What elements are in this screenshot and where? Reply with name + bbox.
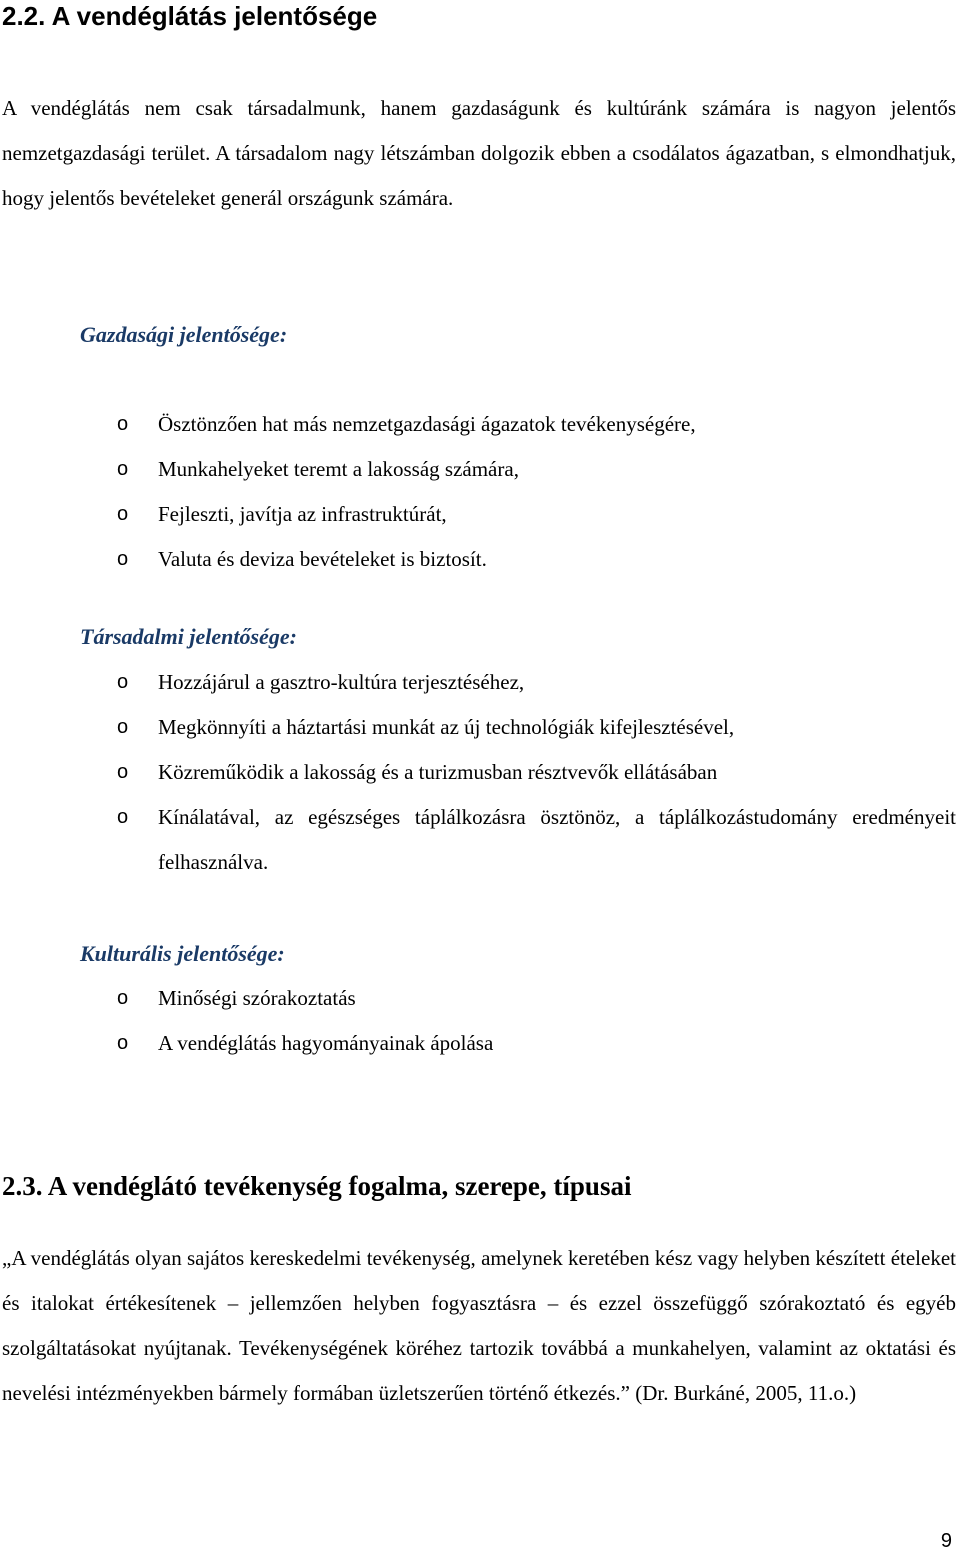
bullet-marker-icon: o xyxy=(117,761,129,783)
bullet-marker-icon: o xyxy=(117,413,129,435)
list-item-text: A vendéglátás hagyományainak ápolása xyxy=(158,1031,494,1055)
bullet-marker-icon: o xyxy=(117,503,129,525)
intro-paragraph: A vendéglátás nem csak társadalmunk, hanem gazdaságunk és kultúránk számára is nagyon jelentős nemzetgazdasági terület. A társadalom nagy létszámban dolgozik ebben a csodálatos ágazatban, s elmondhatjuk, hogy jelentős bevételeket generál országunk számára. xyxy=(2,96,956,210)
definition-quote: „A vendéglátás olyan sajátos kereskedelmi tevékenység, amelynek keretében kész vagy helyben készített ételeket és italokat értékesítenek – jellemzően helyben fogyasztásra – és ezzel összefüggő szórakoztató és egyéb szolgáltatásokat nyújtanak. Tevékenységének köréhez tartozik továbbá a munkahelyen, valamint az oktatási és nevelési intézményekben bármely formában üzletszerűen történő étkezés.” (Dr. Burkáné, 2005, 11.o.) xyxy=(2,1246,956,1405)
list-item-text: Hozzájárul a gasztro-kultúra terjesztéséhez, xyxy=(158,670,525,694)
list-item xyxy=(0,705,956,750)
bullet-marker-icon: o xyxy=(117,458,129,480)
list-item xyxy=(0,976,956,1021)
list-item xyxy=(0,660,956,705)
bullet-marker-icon: o xyxy=(117,548,129,570)
list-tarsadalmi xyxy=(0,660,956,885)
bullet-marker-icon: o xyxy=(117,671,129,693)
subheading-kulturalis: Kulturális jelentősége: xyxy=(80,941,285,966)
section-heading-2-2: 2.2. A vendéglátás jelentősége xyxy=(2,1,378,31)
bullet-marker-icon: o xyxy=(117,716,129,738)
subheading-gazdasagi: Gazdasági jelentősége: xyxy=(80,322,288,347)
list-kulturalis xyxy=(0,976,956,1066)
list-item-text: Minőségi szórakoztatás xyxy=(158,986,356,1010)
bullet-marker-icon: o xyxy=(117,987,129,1009)
list-item xyxy=(0,537,956,582)
list-item-text: Megkönnyíti a háztartási munkát az új technológiák kifejlesztésével, xyxy=(158,715,735,739)
subheading-tarsadalmi: Társadalmi jelentősége: xyxy=(80,624,297,649)
list-item-text: Valuta és deviza bevételeket is biztosít. xyxy=(158,547,487,571)
bullet-marker-icon: o xyxy=(117,1032,129,1054)
list-item-text: Fejleszti, javítja az infrastruktúrát, xyxy=(158,502,447,526)
list-item xyxy=(0,750,956,795)
list-item-text: Közreműködik a lakosság és a turizmusban résztvevők ellátásában xyxy=(158,760,718,784)
list-gazdasagi xyxy=(0,402,956,582)
list-item xyxy=(0,402,956,447)
list-item xyxy=(0,447,956,492)
list-item-text: Munkahelyeket teremt a lakosság számára, xyxy=(158,457,519,481)
page-number: 9 xyxy=(940,1530,952,1552)
list-item xyxy=(0,795,956,885)
list-item-text: Kínálatával, az egészséges táplálkozásra ösztönöz, a táplálkozástudomány eredményeit felhasználva. xyxy=(158,805,956,874)
list-item xyxy=(0,1021,956,1066)
bullet-marker-icon: o xyxy=(117,806,129,828)
list-item-text: Ösztönzően hat más nemzetgazdasági ágazatok tevékenységére, xyxy=(158,412,696,436)
list-item xyxy=(0,492,956,537)
section-heading-2-3: 2.3. A vendéglátó tevékenység fogalma, szerepe, típusai xyxy=(2,1171,632,1201)
